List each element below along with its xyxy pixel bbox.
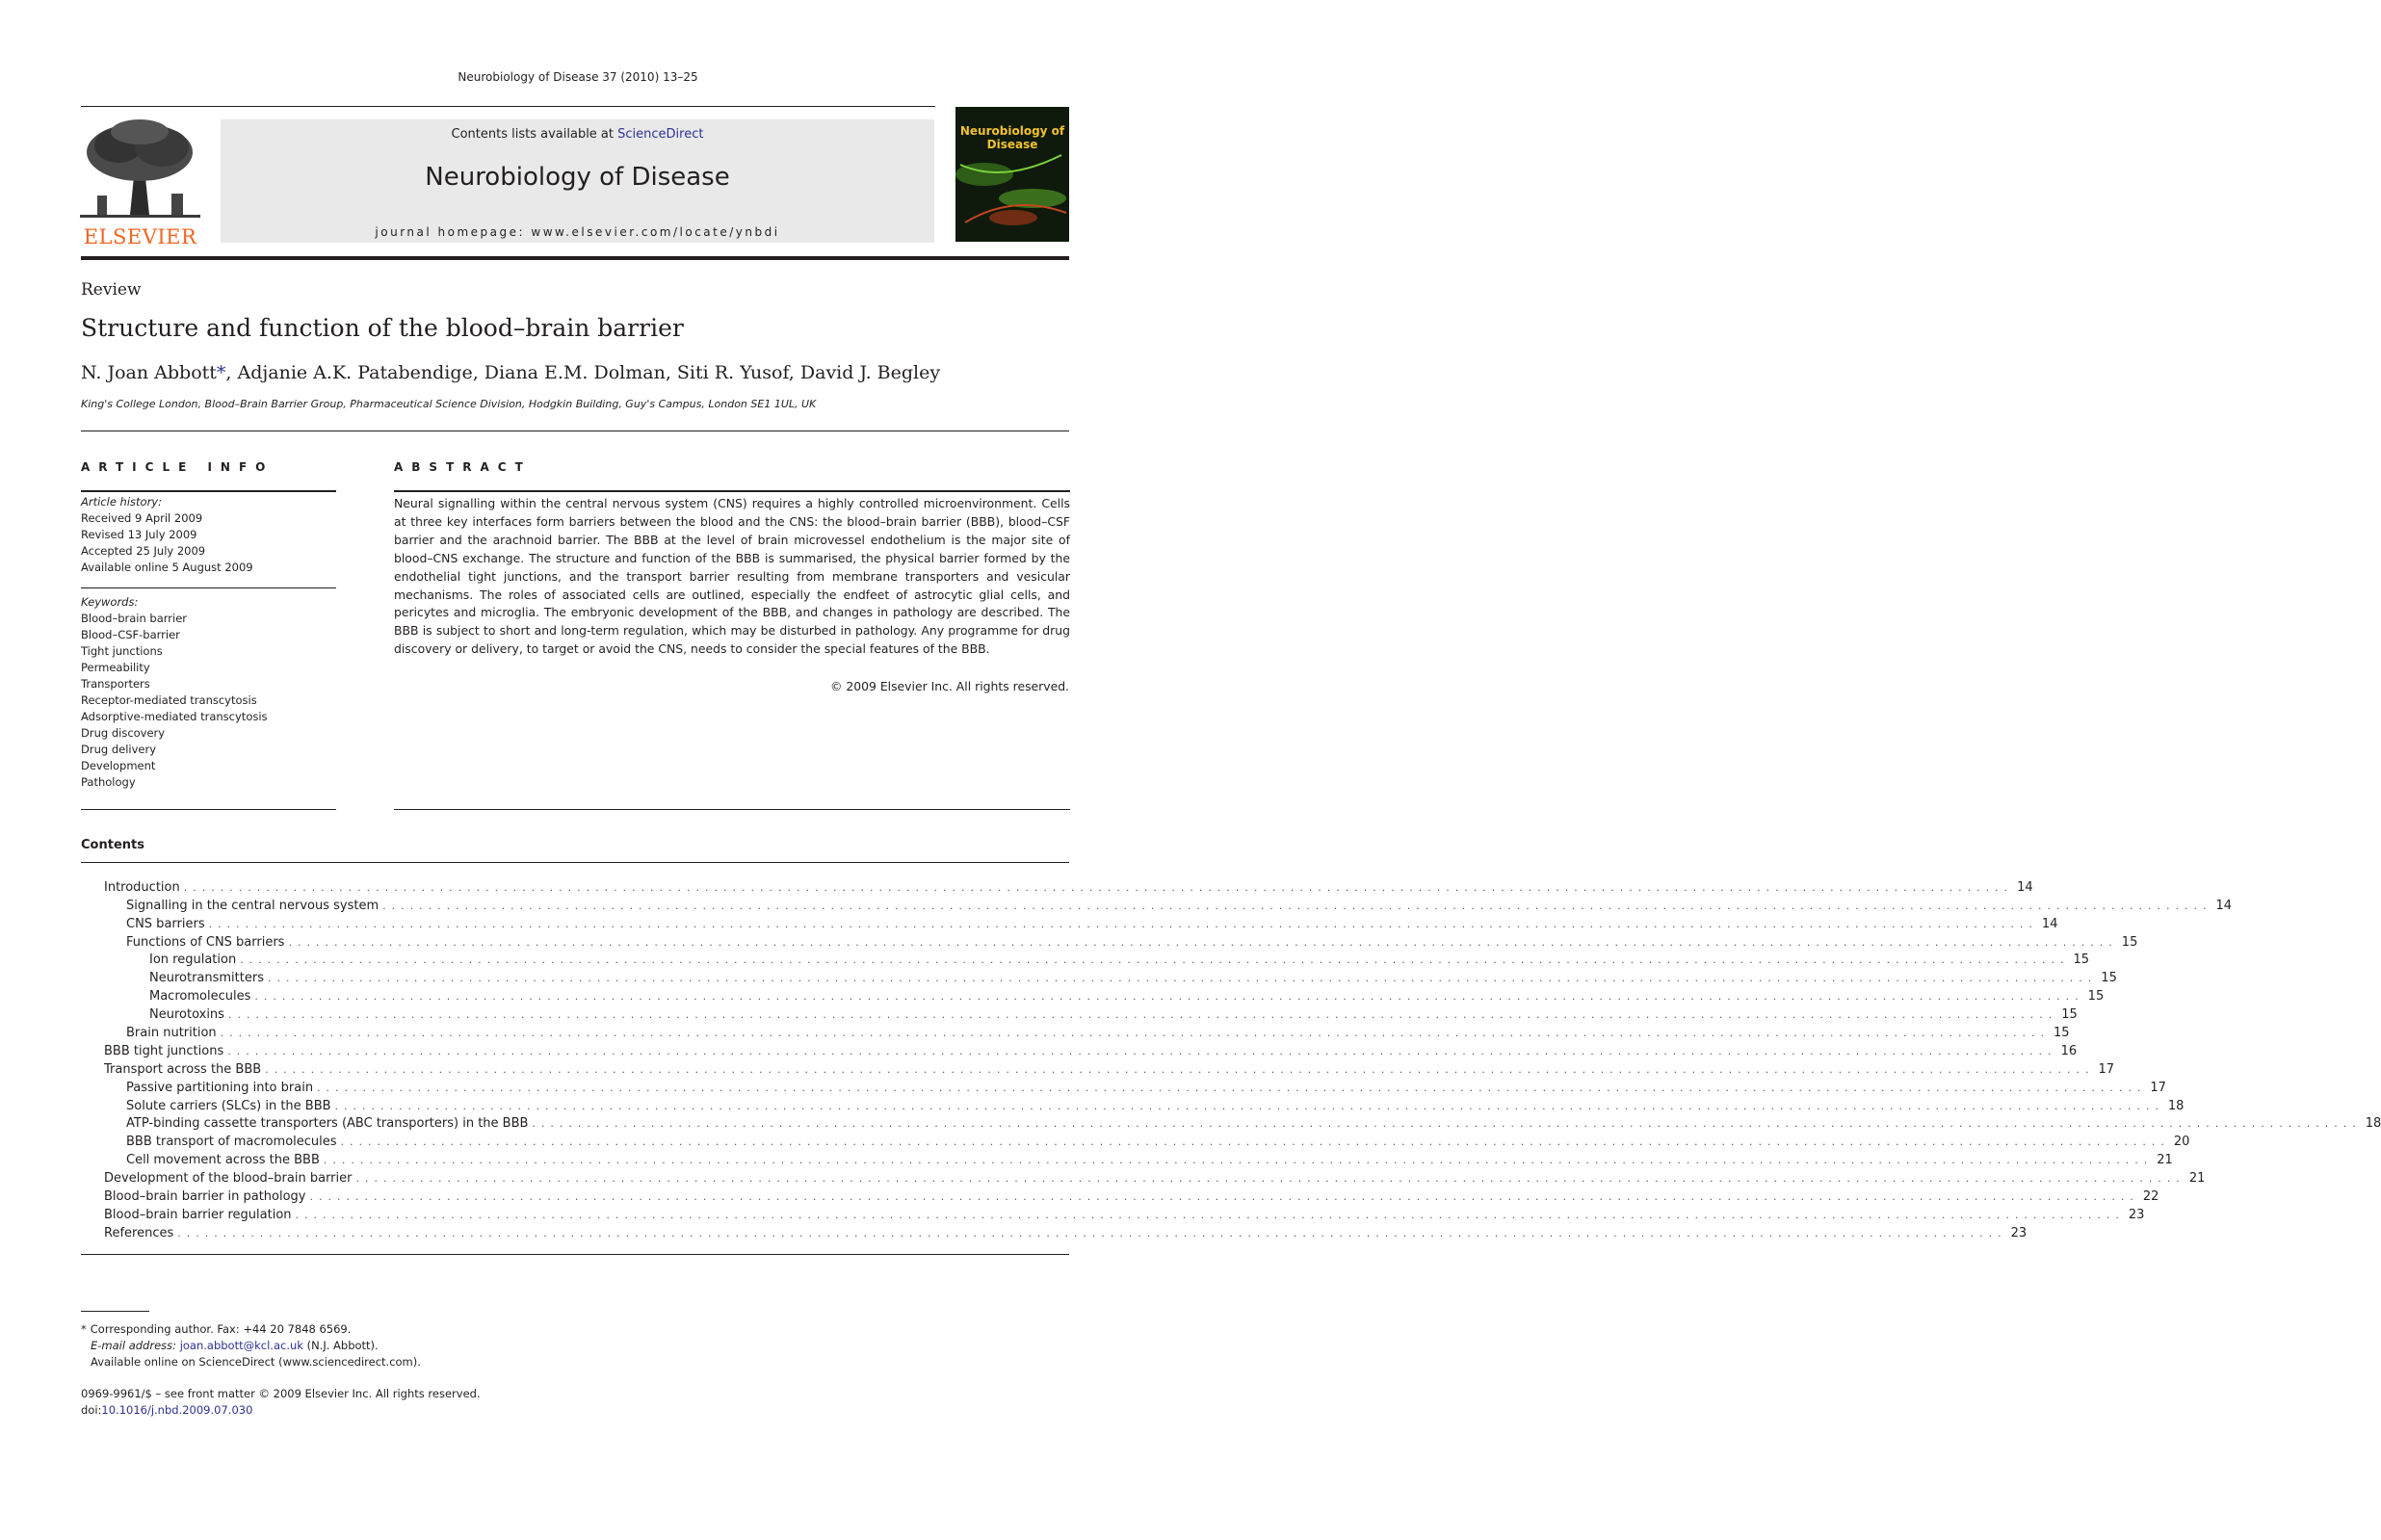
keyword: Drug delivery xyxy=(81,743,157,756)
toc-leader-dots: ........................................................................................................................................................................................................ xyxy=(227,1008,2058,1022)
article-history xyxy=(81,494,336,576)
keyword: Adsorptive-mediated transcytosis xyxy=(81,710,268,723)
toc-entry[interactable] xyxy=(104,931,2138,950)
toc-entry[interactable] xyxy=(104,1204,2145,1222)
toc-entry[interactable] xyxy=(104,876,2033,895)
toc-entry[interactable] xyxy=(104,895,2233,913)
toc-entry-title: BBB transport of macromolecules xyxy=(126,1135,337,1150)
toc-leader-dots: ........................................................................................................................................................................................................ xyxy=(183,880,2014,894)
abstract-text: Neural signalling within the central nervous system (CNS) requires a highly controlled microenvironment. Cells at three key interfaces form barriers between the blood and the CNS: the blood–brain barrier (BBB), blood–CSF barrier and the arachnoid barrier. The BBB at the level of brain microvessel endothelium is the major site of blood–CNS exchange. The structure and function of the BBB is summarised, the physical barrier formed by the endothelial tight junctions, and the transport barrier resulting from membrane transporters and vesicular mechanisms. The roles of associated cells are outlined, especially the endfeet of astrocytic glial cells, and pericytes and microglia. The embryonic development of the BBB, and changes in pathology are described. The BBB is subject to short and long-term regulation, which may be disturbed in pathology. Any programme for drug discovery or delivery, to target or avoid the CNS, needs to consider the special features of the BBB. xyxy=(394,496,1070,657)
elsevier-logo xyxy=(80,118,200,248)
toc-leader-dots: ........................................................................................................................................................................................................ xyxy=(317,1081,2147,1094)
cover-title: Neurobiology of Disease xyxy=(959,124,1065,151)
running-head: Neurobiology of Disease 37 (2010) 13–25 xyxy=(458,70,698,84)
toc-entry-page: 18 xyxy=(2167,1098,2185,1113)
article-title: Structure and function of the blood–brain barrier xyxy=(81,314,684,342)
toc-leader-dots: ........................................................................................................................................................................................................ xyxy=(382,899,2212,912)
abstract-heading: ABSTRACT xyxy=(394,460,532,474)
toc-leader-dots: ........................................................................................................................................................................................................ xyxy=(265,1062,2095,1076)
table-of-contents xyxy=(104,876,2381,1240)
issn-block xyxy=(81,1386,481,1419)
toc-entry-page: 14 xyxy=(2215,898,2233,913)
toc-entry-title: Blood–brain barrier regulation xyxy=(104,1207,292,1222)
toc-entry[interactable] xyxy=(104,985,2105,1005)
sciencedirect-link[interactable]: ScienceDirect xyxy=(617,127,704,142)
abstract-copyright: © 2009 Elsevier Inc. All rights reserved. xyxy=(830,679,1069,693)
toc-entry-page: 20 xyxy=(2173,1135,2190,1150)
footnote-rule xyxy=(81,1311,149,1312)
other-authors: , Adjanie A.K. Patabendige, Diana E.M. Dolman, Siti R. Yusof, David J. Begley xyxy=(225,362,941,383)
toc-entry[interactable] xyxy=(104,1095,2185,1113)
keyword: Drug discovery xyxy=(81,726,166,740)
first-author: N. Joan Abbott xyxy=(81,362,217,383)
contents-heading: Contents xyxy=(81,838,144,852)
masthead-rule xyxy=(81,256,1069,260)
keywords xyxy=(81,594,336,791)
toc-leader-dots: ........................................................................................................................................................................................................ xyxy=(334,1099,2164,1112)
keyword: Receptor-mediated transcytosis xyxy=(81,693,257,707)
toc-entry-page: 15 xyxy=(2121,934,2138,950)
toc-entry-page: 15 xyxy=(2061,1007,2078,1023)
toc-leader-dots: ........................................................................................................................................................................................................ xyxy=(208,917,2038,930)
email-link[interactable]: joan.abbott@kcl.ac.uk xyxy=(179,1339,303,1352)
toc-leader-dots: ........................................................................................................................................................................................................ xyxy=(340,1135,2170,1149)
abstract-rule xyxy=(394,490,1070,492)
toc-entry[interactable] xyxy=(104,1131,2190,1150)
toc-entry-title: ATP-binding cassette transporters (ABC transporters) in the BBB xyxy=(126,1116,529,1132)
contents-top-rule xyxy=(81,862,1069,863)
toc-entry-title: Transport across the BBB xyxy=(104,1061,262,1077)
toc-entry-page: 17 xyxy=(2150,1080,2166,1095)
corresponding-text: Corresponding author. Fax: +44 20 7848 6569. xyxy=(90,1322,352,1336)
toc-entry-page: 18 xyxy=(2365,1116,2381,1132)
keyword: Permeability xyxy=(81,661,150,674)
toc-entry[interactable] xyxy=(104,1077,2166,1095)
toc-entry[interactable] xyxy=(104,1040,2078,1058)
toc-entry-page: 15 xyxy=(2073,953,2090,968)
left-column-end-rule xyxy=(81,809,336,810)
footnote xyxy=(81,1321,421,1370)
history-item: Accepted 25 July 2009 xyxy=(81,544,206,558)
toc-entry-page: 14 xyxy=(2041,916,2058,931)
toc-leader-dots: ........................................................................................................................................................................................................ xyxy=(254,990,2084,1004)
toc-entry-page: 23 xyxy=(2010,1225,2028,1240)
toc-entry[interactable] xyxy=(104,1186,2159,1205)
toc-entry-page: 21 xyxy=(2157,1153,2173,1168)
toc-entry-page: 15 xyxy=(2053,1026,2070,1041)
toc-entry[interactable] xyxy=(104,967,2117,986)
elsevier-wordmark: ELSEVIER xyxy=(83,225,197,248)
keyword: Blood–brain barrier xyxy=(81,612,188,625)
toc-entry-title: Ion regulation xyxy=(149,953,237,968)
email-suffix: (N.J. Abbott). xyxy=(306,1339,379,1352)
history-item: Revised 13 July 2009 xyxy=(81,528,197,541)
toc-entry[interactable] xyxy=(104,1149,2173,1168)
email-line xyxy=(91,1338,421,1354)
toc-leader-dots: ........................................................................................................................................................................................................ xyxy=(267,972,2098,985)
toc-entry-title: Macromolecules xyxy=(149,989,251,1005)
journal-homepage[interactable]: journal homepage: www.elsevier.com/locate/ynbdi xyxy=(375,225,780,239)
article-info-heading: ARTICLE INFO xyxy=(81,460,275,474)
article-info-rule xyxy=(81,490,336,492)
toc-leader-dots: ........................................................................................................................................................................................................ xyxy=(295,1208,2125,1221)
toc-entry-title: Signalling in the central nervous system xyxy=(126,898,379,913)
corresponding-author-mark[interactable]: * xyxy=(216,362,226,383)
contents-bottom-rule xyxy=(81,1254,1069,1255)
history-item: Received 9 April 2009 xyxy=(81,511,203,525)
history-item: Available online 5 August 2009 xyxy=(81,561,253,574)
contents-prefix: Contents lists available at xyxy=(451,127,618,142)
toc-entry[interactable] xyxy=(104,1222,2028,1240)
toc-entry-page: 22 xyxy=(2142,1189,2159,1205)
toc-entry-title: Development of the blood–brain barrier xyxy=(104,1171,353,1187)
tree-icon xyxy=(80,118,200,222)
issn-line: 0969-9961/$ – see front matter © 2009 Elsevier Inc. All rights reserved. xyxy=(81,1387,481,1400)
toc-entry[interactable] xyxy=(104,913,2058,931)
toc-leader-dots: ........................................................................................................................................................................................................ xyxy=(288,935,2118,949)
toc-entry[interactable] xyxy=(104,1022,2070,1041)
email-label: E-mail address: xyxy=(91,1339,177,1352)
toc-entry[interactable] xyxy=(104,950,2090,968)
toc-entry-page: 15 xyxy=(2087,989,2105,1005)
affiliation: King's College London, Blood–Brain Barrier Group, Pharmaceutical Science Division, Hodgkin Building, Guy's Campus, London SE1 1UL, UK xyxy=(81,398,817,410)
keyword: Pathology xyxy=(81,775,136,789)
toc-leader-dots: ........................................................................................................................................................................................................ xyxy=(323,1154,2154,1167)
toc-entry-title: Neurotransmitters xyxy=(149,971,264,986)
toc-entry-page: 16 xyxy=(2060,1043,2078,1058)
abstract-end-rule xyxy=(394,809,1070,810)
top-rule xyxy=(81,106,935,107)
toc-leader-dots: ........................................................................................................................................................................................................ xyxy=(240,953,2070,967)
keyword: Blood–CSF-barrier xyxy=(81,628,180,641)
toc-entry-title: References xyxy=(104,1225,174,1240)
article-type: Review xyxy=(81,280,142,300)
toc-leader-dots: ........................................................................................................................................................................................................ xyxy=(227,1044,2057,1057)
toc-entry-title: Blood–brain barrier in pathology xyxy=(104,1189,306,1205)
online-line: Available online on ScienceDirect (www.sciencedirect.com). xyxy=(91,1355,421,1369)
toc-entry-title: Solute carriers (SLCs) in the BBB xyxy=(126,1098,331,1113)
toc-entry-page: 21 xyxy=(2188,1171,2206,1187)
keyword: Transporters xyxy=(81,677,150,691)
toc-entry-title: Introduction xyxy=(104,879,180,895)
toc-leader-dots: ........................................................................................................................................................................................................ xyxy=(355,1172,2185,1186)
toc-entry[interactable] xyxy=(104,1004,2078,1023)
toc-entry[interactable] xyxy=(104,1167,2206,1187)
toc-entry-title: BBB tight junctions xyxy=(104,1043,224,1058)
toc-entry-title: Passive partitioning into brain xyxy=(126,1080,314,1095)
corresponding-footnote xyxy=(81,1321,421,1338)
keywords-label: Keywords: xyxy=(81,595,139,609)
toc-entry[interactable] xyxy=(104,1058,2115,1077)
doi-line xyxy=(81,1402,481,1419)
toc-entry-title: Neurotoxins xyxy=(149,1007,224,1023)
footnote-mark: * xyxy=(81,1322,87,1336)
toc-entry-title: Functions of CNS barriers xyxy=(126,934,285,950)
toc-leader-dots: ........................................................................................................................................................................................................ xyxy=(220,1027,2050,1040)
toc-entry-page: 23 xyxy=(2128,1207,2145,1222)
journal-masthead xyxy=(221,119,934,243)
doi-prefix: doi: xyxy=(81,1403,102,1417)
history-label: Article history: xyxy=(81,495,162,509)
doi-link[interactable]: 10.1016/j.nbd.2009.07.030 xyxy=(101,1403,253,1417)
toc-entry[interactable] xyxy=(104,1113,2381,1132)
toc-leader-dots: ........................................................................................................................................................................................................ xyxy=(177,1226,2007,1240)
toc-entry-page: 17 xyxy=(2098,1061,2115,1077)
keyword: Tight junctions xyxy=(81,644,163,658)
keyword: Development xyxy=(81,759,156,772)
toc-entry-title: Brain nutrition xyxy=(126,1026,217,1041)
toc-leader-dots: ........................................................................................................................................................................................................ xyxy=(532,1117,2362,1131)
contents-line xyxy=(221,127,934,142)
toc-entry-page: 15 xyxy=(2101,971,2117,986)
author-list xyxy=(81,362,940,383)
journal-cover xyxy=(955,107,1069,242)
history-rule xyxy=(81,587,336,588)
toc-entry-title: Cell movement across the BBB xyxy=(126,1153,320,1168)
toc-leader-dots: ........................................................................................................................................................................................................ xyxy=(309,1190,2139,1204)
toc-entry-title: CNS barriers xyxy=(126,916,205,931)
journal-name: Neurobiology of Disease xyxy=(425,163,730,192)
toc-entry-page: 14 xyxy=(2017,879,2033,895)
